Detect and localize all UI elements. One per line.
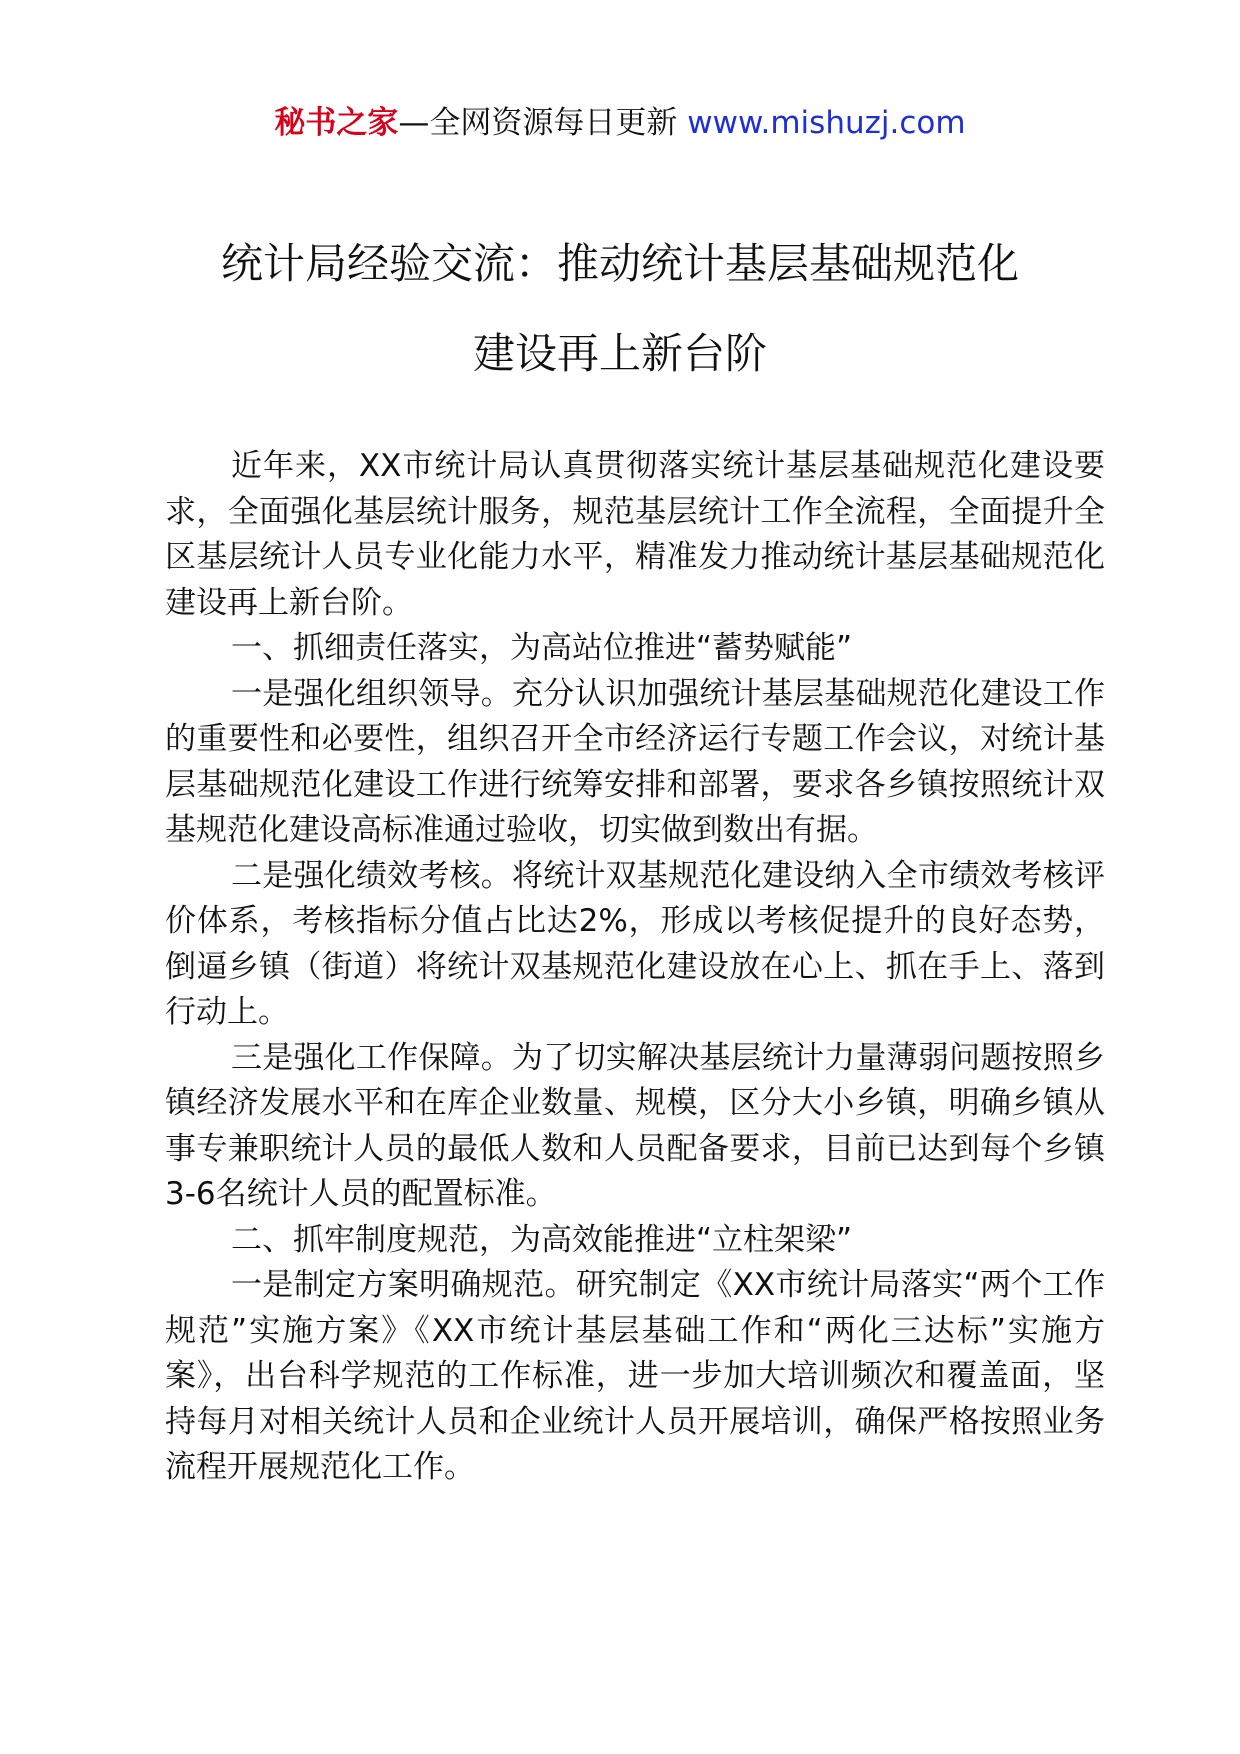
paragraph-performance-assessment: 二是强化绩效考核。将统计双基规范化建设纳入全市绩效考核评价体系，考核指标分值占比达2%，形成以考核促提升的良好态势，倒逼乡镇（街道）将统计双基规范化建设放在心上、抓在手上、落到行动上。 — [165, 857, 1105, 1030]
site-brand: 秘书之家 — [274, 105, 399, 141]
document-body — [165, 444, 1105, 1491]
site-tagline: —全网资源每日更新 — [398, 105, 688, 141]
paragraph-intro: 近年来，XX市统计局认真贯彻落实统计基层基础规范化建设要求，全面强化基层统计服务，规范基层统计工作全流程，全面提升全区基层统计人员专业化能力水平，精准发力推动统计基层基础规范化建设再上新台阶。 — [165, 448, 1105, 621]
paragraph-work-guarantee: 三是强化工作保障。为了切实解决基层统计力量薄弱问题按照乡镇经济发展水平和在库企业数量、规模，区分大小乡镇，明确乡镇从事专兼职统计人员的最低人数和人员配备要求，目前已达到每个乡镇3-6名统计人员的配置标准。 — [165, 1039, 1105, 1212]
section-heading-2: 二、抓牢制度规范，为高效能推进“立柱架梁” — [231, 1221, 853, 1258]
document-title-line-2: 建设再上新台阶 — [472, 329, 767, 378]
document-title-line-1: 统计局经验交流：推动统计基层基础规范化 — [220, 239, 1019, 288]
paragraph-organization-leadership: 一是强化组织领导。充分认识加强统计基层基础规范化建设工作的重要性和必要性，组织召开全市经济运行专题工作会议，对统计基层基础规范化建设工作进行统筹安排和部署，要求各乡镇按照统计双基规范化建设高标准通过验收，切实做到数出有据。 — [165, 675, 1105, 848]
site-header — [0, 98, 1240, 148]
site-url-link[interactable]: www.mishuzj.com — [687, 105, 966, 141]
paragraph-plan-standards: 一是制定方案明确规范。研究制定《XX市统计局落实“两个工作规范”实施方案》《XX市统计基层基础工作和“两化三达标”实施方案》，出台科学规范的工作标准，进一步加大培训频次和覆盖面，坚持每月对相关统计人员和企业统计人员开展培训，确保严格按照业务流程开展规范化工作。 — [165, 1267, 1105, 1485]
section-heading-1: 一、抓细责任落实，为高站位推进“蓄势赋能” — [231, 630, 853, 666]
